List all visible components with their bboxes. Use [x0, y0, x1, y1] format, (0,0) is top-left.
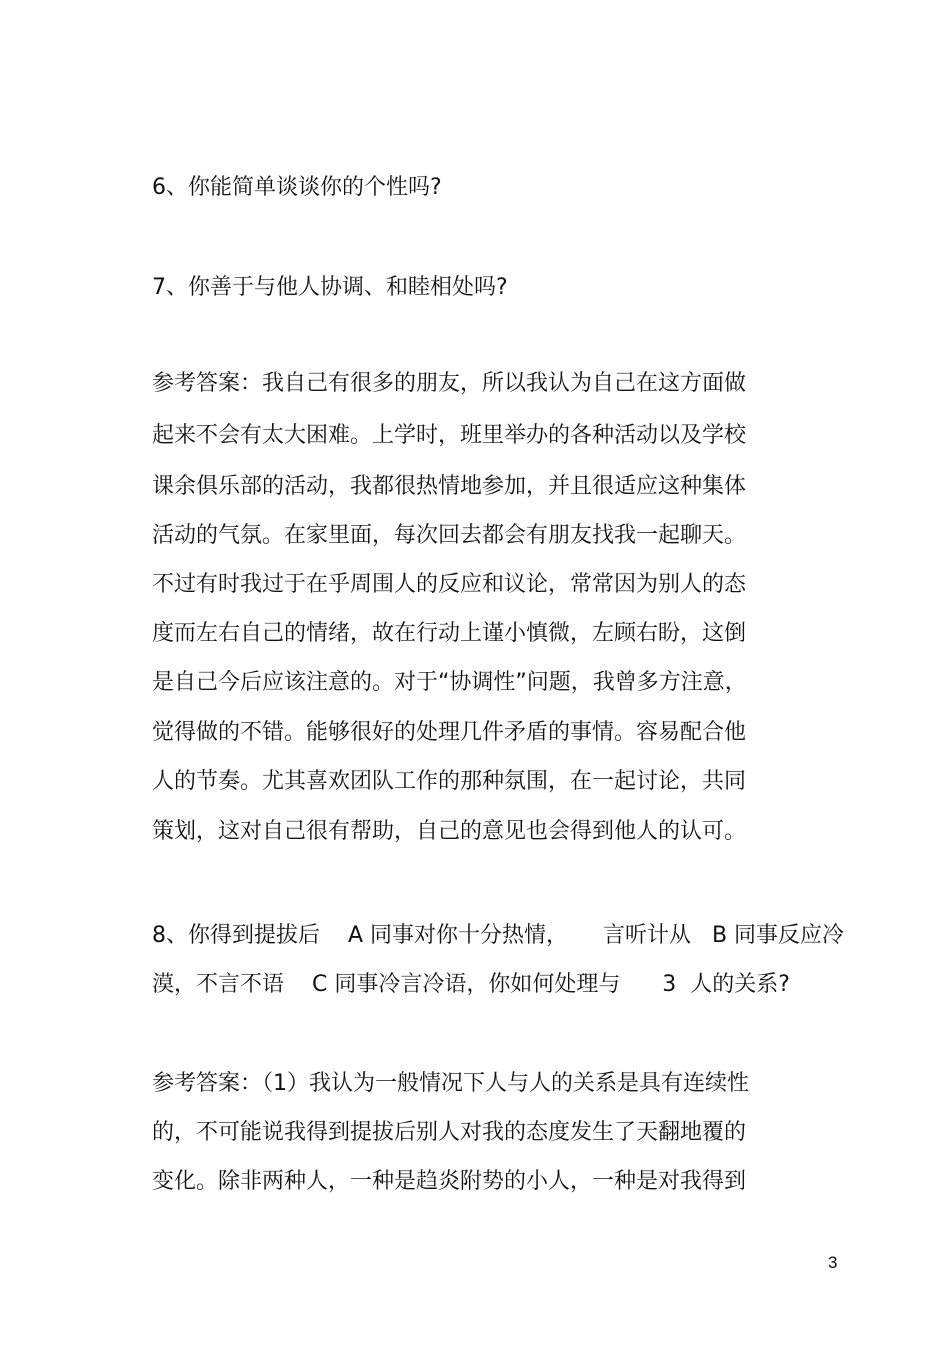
answer-7-line: 觉得做的不错。能够很好的处理几件矛盾的事情。容易配合他: [152, 720, 747, 745]
answer-8-line: 参考答案：（1）我认为一般情况下人与人的关系是具有连续性: [152, 1071, 749, 1096]
question-7-text: 7、你善于与他人协调、和睦相处吗?: [152, 275, 508, 300]
answer-7-line: 参考答案：我自己有很多的朋友，所以我认为自己在这方面做: [152, 371, 747, 396]
answer-8-line: 的，不可能说我得到提拔后别人对我的态度发生了天翻地覆的: [152, 1120, 747, 1145]
answer-7-line: 人的节奏。尤其喜欢团队工作的那种氛围，在一起讨论，共同: [152, 769, 747, 794]
answer-7-line: 策划，这对自己很有帮助，自己的意见也会得到他人的认可。: [152, 819, 747, 844]
answer-7-line: 不过有时我过于在乎周围人的反应和议论，常常因为别人的态: [152, 572, 747, 597]
answer-7-line: 是自己今后应该注意的。对于“协调性”问题，我曾多方注意，: [152, 670, 747, 695]
page-number: 3: [828, 1253, 838, 1272]
question-8-line: 漠，不言不语 C 同事冷言冷语，你如何处理与 3 人的关系?: [152, 972, 790, 997]
answer-7-line: 度而左右自己的情绪，故在行动上谨小慎微，左顾右盼，这倒: [152, 621, 747, 646]
answer-7-line: 起来不会有太大困难。上学时，班里举办的各种活动以及学校: [152, 423, 747, 448]
question-8-line: 8、你得到提拔后 A 同事对你十分热情， 言听计从 B 同事反应冷: [152, 923, 845, 948]
answer-7-line: 活动的气氛。在家里面，每次回去都会有朋友找我一起聊天。: [152, 523, 747, 548]
answer-7-line: 课余俱乐部的活动，我都很热情地参加，并且很适应这种集体: [152, 474, 747, 499]
question-6-text: 6、你能简单谈谈你的个性吗?: [152, 175, 442, 200]
answer-8-line: 变化。除非两种人，一种是趋炎附势的小人，一种是对我得到: [152, 1169, 747, 1194]
